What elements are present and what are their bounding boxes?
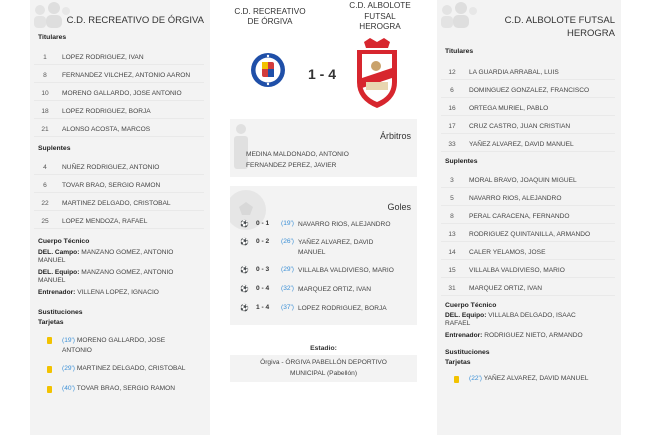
match-panel [230, 0, 417, 435]
staff-person: VILLALBA DELGADO, ISAAC [486, 312, 576, 319]
player-number: 3 [450, 177, 454, 184]
goal-scorer-line: MARQUEZ ORTIZ, IVAN [298, 286, 372, 293]
yellow-card-icon [47, 386, 52, 393]
player-row[interactable] [441, 65, 615, 80]
referee-name: MEDINA MALDONADO, ANTONIO [246, 151, 349, 158]
away-team-panel [437, 0, 621, 435]
staff-item [437, 312, 621, 327]
card-minute: (19') [62, 336, 75, 344]
player-number: 33 [448, 141, 456, 148]
referee-name: FERNANDEZ PEREZ, JAVIER [246, 162, 337, 169]
player-number: 31 [448, 285, 456, 292]
player-number: 17 [448, 123, 456, 130]
player-row[interactable] [441, 245, 615, 260]
away-team-name-line1: C.D. ALBOLOTE FUTSAL [504, 15, 615, 26]
goal-minute: (29') [281, 266, 294, 273]
staff-person-cont: MANUEL [38, 256, 66, 264]
player-number: 6 [450, 87, 454, 94]
staff-person: MANZANO GOMEZ, ANTONIO [79, 249, 174, 256]
home-subs-list [30, 160, 210, 229]
player-row[interactable] [34, 50, 204, 65]
away-staff-list [437, 312, 621, 340]
player-row[interactable] [34, 178, 204, 193]
staff-item [30, 289, 210, 297]
card-text [469, 374, 588, 384]
away-subs-title: Suplentes [445, 158, 478, 165]
staff-person: MANZANO GOMEZ, ANTONIO [79, 269, 174, 276]
staff-line [38, 249, 210, 257]
stadium-box [230, 355, 417, 382]
staff-person-cont: MANUEL [38, 276, 66, 284]
player-name: LOPEZ MENDOZA, RAFAEL [62, 218, 148, 225]
card-player: TOVAR BRAO, SERGIO RAMON [75, 384, 176, 392]
card-minute: (22') [469, 374, 482, 382]
staff-person-cont: RAFAEL [445, 319, 471, 327]
home-team-header [30, 0, 210, 30]
player-number: 6 [43, 182, 47, 189]
home-starters-title: Titulares [38, 34, 67, 41]
card-line [62, 336, 165, 346]
goal-minute: (32') [281, 285, 294, 292]
card-line [62, 364, 185, 374]
staff-item [30, 249, 210, 264]
soccer-ball-icon: ⚽ [240, 267, 249, 274]
card-line [62, 384, 175, 394]
goal-scorer [298, 266, 394, 276]
player-name: YAÑEZ ALVAREZ, DAVID MANUEL [469, 141, 574, 148]
player-row[interactable] [441, 209, 615, 224]
player-number: 25 [41, 218, 49, 225]
goal-scorer [298, 304, 387, 314]
goal-scorer-line: NAVARRO RIOS, ALEJANDRO [298, 221, 391, 228]
card-player: MORENO GALLARDO, JOSE [75, 336, 166, 344]
player-row[interactable] [34, 86, 204, 101]
stadium-title: Estadio: [310, 345, 337, 352]
stadium-line2: MUNICIPAL (Pabellón) [289, 369, 358, 377]
player-row[interactable] [34, 104, 204, 119]
card-row[interactable] [34, 333, 204, 357]
player-number: 14 [448, 249, 456, 256]
card-player: MARTINEZ DELGADO, CRISTOBAL [75, 364, 186, 372]
card-player-cont: ANTONIO [62, 346, 92, 354]
player-number: 4 [43, 164, 47, 171]
goal-minute: (37') [281, 304, 294, 311]
card-line [469, 374, 588, 384]
player-name: ALONSO ACOSTA, MARCOS [62, 126, 151, 133]
player-name: TOVAR BRAO, SERGIO RAMON [62, 182, 161, 189]
card-row[interactable] [441, 371, 615, 387]
soccer-ball-icon: ⚽ [240, 305, 249, 312]
player-row[interactable] [441, 101, 615, 116]
staff-role: Entrenador: [445, 332, 483, 339]
staff-role: DEL. Equipo: [445, 312, 487, 319]
staff-line [445, 332, 621, 340]
away-team-header [437, 0, 621, 40]
referees-box [230, 119, 417, 177]
player-number: 10 [41, 90, 49, 97]
player-name: LOPEZ RODRIGUEZ, BORJA [62, 108, 151, 115]
away-team-label-line2: FUTSAL [364, 11, 396, 21]
home-team-label[interactable] [230, 7, 310, 27]
goal-score: 1 - 4 [256, 304, 270, 311]
home-team-label-line2: DE ÓRGIVA [247, 17, 293, 26]
player-row[interactable] [34, 160, 204, 175]
player-name: CRUZ CASTRO, JUAN CRISTIAN [469, 123, 571, 130]
staff-line [38, 289, 210, 297]
away-starters-title: Titulares [445, 48, 474, 55]
match-score: 1 - 4 [308, 66, 337, 82]
home-cards-list [30, 333, 210, 397]
goal-scorer-line: YAÑEZ ALVAREZ, DAVID [298, 239, 374, 246]
soccer-ball-icon: ⚽ [240, 221, 249, 228]
referees-list [246, 149, 349, 171]
home-staff-list [30, 249, 210, 297]
player-number: 12 [448, 69, 456, 76]
yellow-card-icon [47, 366, 52, 373]
yellow-card-icon [454, 376, 459, 383]
staff-role: DEL. Equipo: [38, 269, 80, 276]
referees-title: Árbitros [379, 131, 411, 141]
away-team-label-line1: C.D. ALBOLOTE [349, 1, 411, 10]
goals-box [230, 186, 417, 325]
goal-score: 0 - 3 [256, 266, 270, 273]
player-name: DOMINGUEZ GONZALEZ, FRANCISCO [469, 87, 590, 94]
player-name: RODRIGUEZ QUINTANILLA, ARMANDO [469, 231, 591, 238]
away-team-name-line2: HEROGRA [566, 28, 615, 39]
away-cards-title: Tarjetas [445, 358, 471, 366]
away-subs-list [437, 173, 621, 296]
goals-title: Goles [387, 202, 411, 212]
home-staff-title: Cuerpo Técnico [38, 238, 90, 245]
player-name: MORAL BRAVO, JOAQUIN MIGUEL [469, 177, 577, 184]
goal-scorer [298, 285, 371, 295]
goal-score: 0 - 2 [256, 238, 270, 245]
away-team-name [505, 14, 615, 40]
player-row[interactable] [441, 173, 615, 188]
goal-score: 0 - 4 [256, 285, 270, 292]
player-name: VILLALBA VALDIVIESO, MARIO [469, 267, 565, 274]
player-name: FERNANDEZ VILCHEZ, ANTONIO AARON [62, 72, 191, 79]
staff-item [437, 332, 621, 340]
player-number: 18 [41, 108, 49, 115]
goal-scorer-line: LOPEZ RODRIGUEZ, BORJA [298, 305, 387, 312]
player-row[interactable] [441, 227, 615, 242]
goal-scorer [298, 238, 373, 258]
card-minute: (29') [62, 364, 75, 372]
stadium-line1: Órgiva - ÓRGIVA PABELLÓN DEPORTIVO [260, 359, 387, 366]
staff-person: RODRIGUEZ NIETO, ARMANDO [482, 332, 583, 339]
player-row[interactable] [441, 191, 615, 206]
card-player: YAÑEZ ALVAREZ, DAVID MANUEL [482, 374, 589, 382]
staff-item [30, 269, 210, 284]
home-starters-list [30, 50, 210, 137]
home-team-crest[interactable] [250, 52, 286, 88]
player-row[interactable] [34, 122, 204, 137]
player-row[interactable] [34, 214, 204, 229]
goal-score: 0 - 1 [256, 220, 270, 227]
player-name: CALER YELAMOS, JOSE [469, 249, 546, 256]
staff-line [445, 312, 621, 320]
card-text [62, 336, 165, 356]
player-number: 1 [43, 54, 47, 61]
card-text [62, 364, 185, 374]
player-name: NAVARRO RIOS, ALEJANDRO [469, 195, 562, 202]
player-name: LA GUARDIA ARRABAL, LUIS [469, 69, 559, 76]
away-team-crest[interactable] [354, 38, 400, 110]
player-name: MORENO GALLARDO, JOSE ANTONIO [62, 90, 182, 97]
player-name: LOPEZ RODRIGUEZ, IVAN [62, 54, 144, 61]
card-row[interactable] [34, 361, 204, 377]
home-cards-title: Tarjetas [38, 318, 64, 326]
home-team-label-line1: C.D. RECREATIVO [234, 7, 306, 16]
soccer-ball-icon: ⚽ [240, 286, 249, 293]
player-row[interactable] [34, 196, 204, 211]
away-cards-list [437, 371, 621, 387]
player-number: 5 [450, 195, 454, 202]
goal-minute: (26') [281, 238, 294, 245]
player-number: 21 [41, 126, 49, 133]
soccer-ball-icon: ⚽ [240, 239, 249, 246]
away-team-label-line3: HEROGRA [359, 22, 401, 31]
card-text [62, 384, 175, 394]
player-number: 13 [448, 231, 456, 238]
player-number: 16 [448, 105, 456, 112]
staff-role: Entrenador: [38, 289, 76, 296]
staff-line [38, 269, 210, 277]
player-row[interactable] [441, 119, 615, 134]
player-name: MARQUEZ ORTIZ, IVAN [469, 285, 543, 292]
goal-scorer [298, 220, 390, 230]
staff-person: VILLENA LOPEZ, IGNACIO [75, 289, 159, 296]
away-starters-list [437, 65, 621, 152]
player-number: 22 [41, 200, 49, 207]
home-team-panel [30, 0, 210, 435]
player-name: NUÑEZ RODRIGUEZ, ANTONIO [62, 164, 160, 171]
away-team-label[interactable] [340, 1, 417, 33]
goal-minute: (19') [281, 220, 294, 227]
yellow-card-icon [47, 337, 52, 344]
goal-scorer-line: VILLALBA VALDIVIESO, MARIO [298, 267, 394, 274]
home-changes-title: Sustituciones [38, 308, 83, 316]
player-row[interactable] [34, 68, 204, 83]
home-team-name: C.D. RECREATIVO DE ÓRGIVA [66, 15, 204, 26]
card-minute: (40') [62, 384, 75, 392]
away-staff-title: Cuerpo Técnico [445, 302, 497, 309]
team-people-icon [439, 2, 479, 28]
goal-scorer-cont: MANUEL [298, 249, 326, 256]
player-row[interactable] [441, 137, 615, 152]
player-number: 8 [43, 72, 47, 79]
player-number: 8 [450, 213, 454, 220]
player-row[interactable] [441, 263, 615, 278]
player-row[interactable] [441, 281, 615, 296]
player-name: ORTEGA MURIEL, PABLO [469, 105, 549, 112]
player-name: MARTINEZ DELGADO, CRISTOBAL [62, 200, 171, 207]
card-row[interactable] [34, 381, 204, 397]
staff-role: DEL. Campo: [38, 249, 80, 256]
away-changes-title: Sustituciones [445, 348, 490, 356]
player-row[interactable] [441, 83, 615, 98]
home-subs-title: Suplentes [38, 145, 71, 152]
player-number: 15 [448, 267, 456, 274]
player-name: PERAL CARACENA, FERNANDO [469, 213, 570, 220]
